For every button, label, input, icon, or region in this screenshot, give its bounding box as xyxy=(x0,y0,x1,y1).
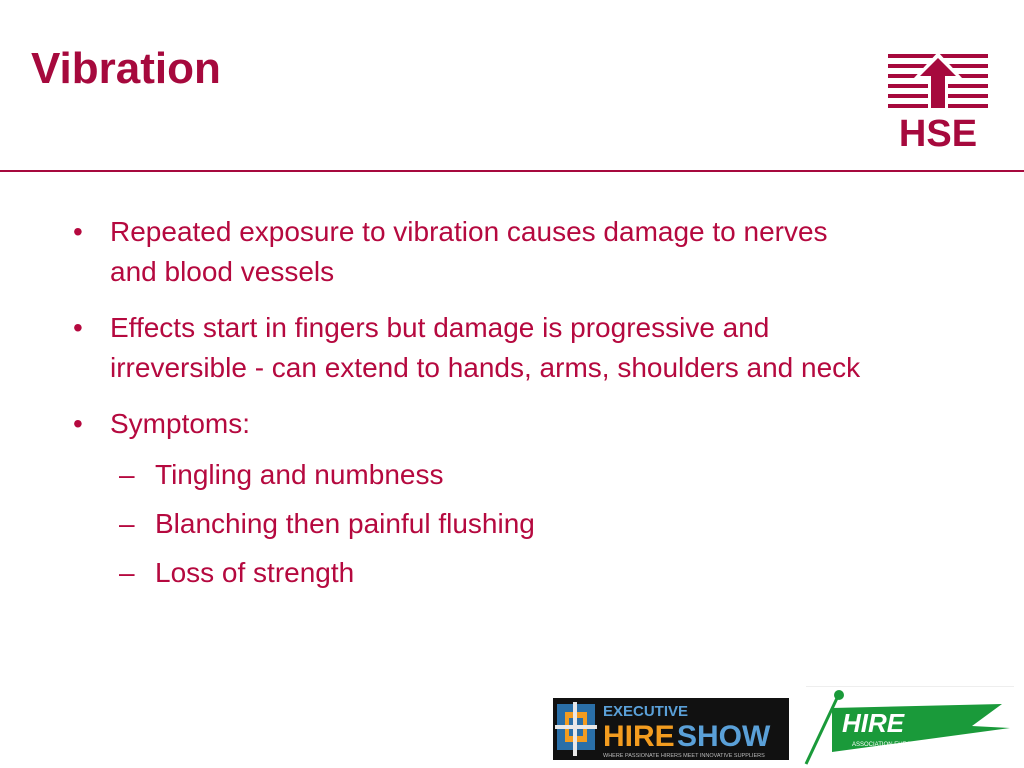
executive-hire-show-logo xyxy=(553,698,789,760)
hire-logo-subtext: ASSOCIATION EUROPE xyxy=(852,742,920,748)
hse-logo-text: HSE xyxy=(898,113,978,150)
dash-glyph: – xyxy=(119,557,135,588)
bullet-dot: • xyxy=(73,408,83,439)
logo-executive-text: EXECUTIVE xyxy=(603,703,689,720)
logo-tagline: WHERE PASSIONATE HIRERS MEET INNOVATIVE SUPPLIERS xyxy=(603,753,765,759)
sub-bullet-item xyxy=(70,450,870,499)
hire-logo-text: HIRE xyxy=(842,708,905,738)
bullet-dot: • xyxy=(73,312,83,343)
dash-glyph: – xyxy=(119,459,135,490)
bullet-text: Repeated exposure to vibration causes damage to nerves and blood vessels xyxy=(110,216,828,287)
bullet-text: Symptoms: xyxy=(110,408,251,439)
sub-bullet-item xyxy=(70,548,870,597)
bullet-item xyxy=(70,404,870,597)
bullet-item xyxy=(70,308,870,388)
sub-bullet-text: Loss of strength xyxy=(155,557,355,588)
hse-logo xyxy=(884,50,992,150)
bullet-item xyxy=(70,212,870,292)
bullet-text: Effects start in fingers but damage is progressive and irreversible - can extend to hands, arms, shoulders and neck xyxy=(110,312,861,383)
sub-bullet-item xyxy=(70,499,870,548)
slide-body xyxy=(70,212,870,613)
logo-hire-text: HIRE xyxy=(603,720,675,753)
logo-show-text: SHOW xyxy=(677,720,771,753)
sub-bullet-text: Tingling and numbness xyxy=(155,459,444,490)
dash-glyph: – xyxy=(119,508,135,539)
slide-title: Vibration xyxy=(31,44,221,93)
title-divider xyxy=(0,170,1024,172)
hire-association-logo xyxy=(802,686,1014,766)
bullet-dot: • xyxy=(73,216,83,247)
sub-bullet-list xyxy=(110,450,870,597)
sub-bullet-text: Blanching then painful flushing xyxy=(155,508,535,539)
